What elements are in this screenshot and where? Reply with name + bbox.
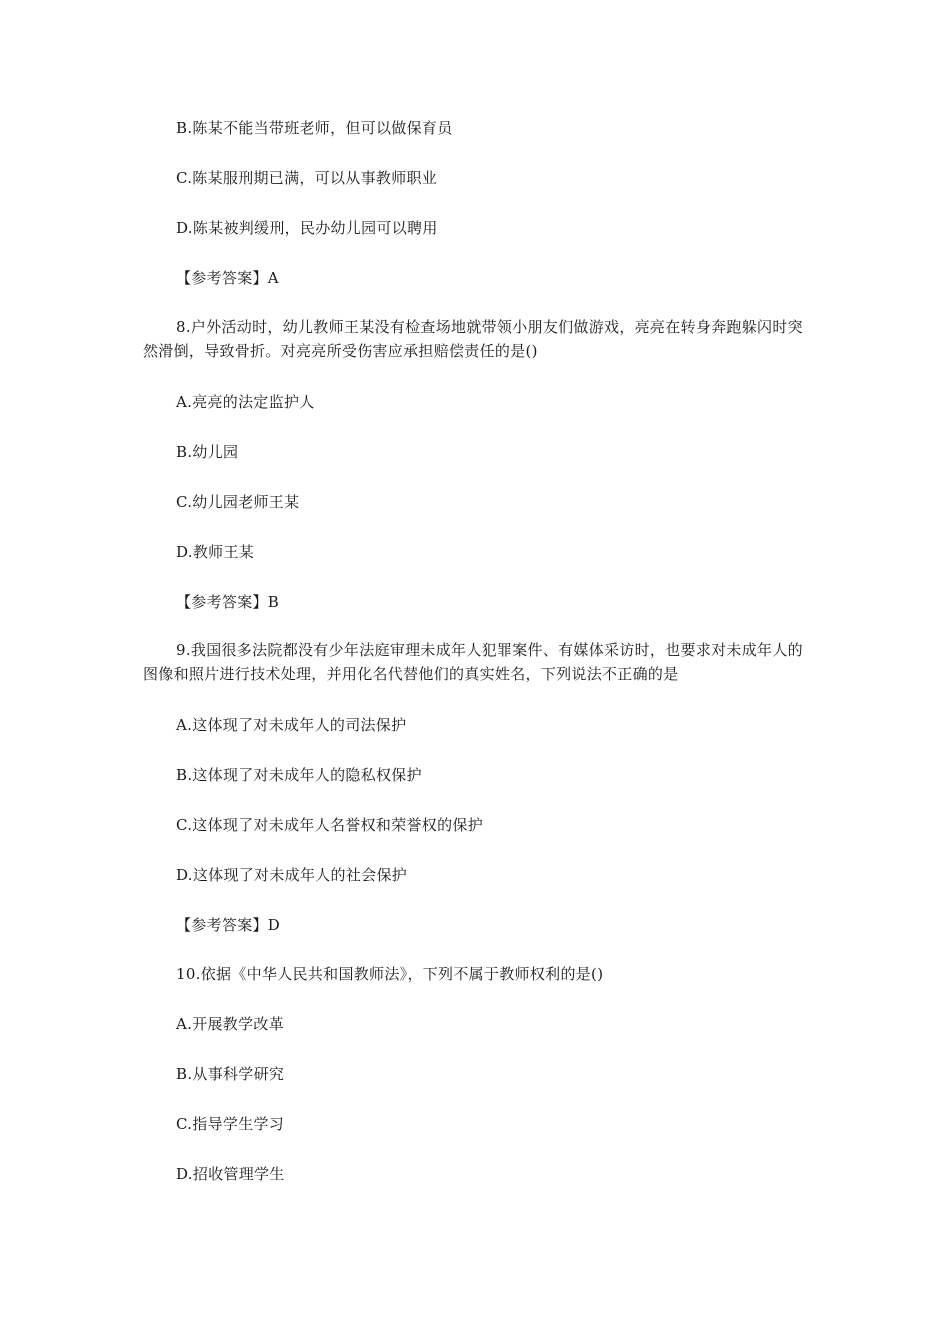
q7-option-c: C.陈某服刑期已满，可以从事教师职业 [176,169,438,187]
q8-answer: 【参考答案】B [176,593,280,611]
q8-option-b: B.幼儿园 [176,443,239,461]
q10-option-d: D.招收管理学生 [176,1165,285,1183]
q7-option-d: D.陈某被判缓刑，民办幼儿园可以聘用 [176,219,438,237]
q10-option-a: A.开展教学改革 [176,1015,285,1033]
q9-option-b: B.这体现了对未成年人的隐私权保护 [176,766,422,784]
q9-option-c: C.这体现了对未成年人名誉权和荣誉权的保护 [176,816,484,834]
q8-option-d: D.教师王某 [176,543,255,561]
q8-question: 8.户外活动时，幼儿教师王某没有检查场地就带领小朋友们做游戏，亮亮在转身奔跑躲闪时突然滑倒，导致骨折。对亮亮所受伤害应承担赔偿责任的是() [143,318,803,360]
q10-option-c: C.指导学生学习 [176,1115,285,1133]
q8-option-c: C.幼儿园老师王某 [176,493,300,511]
q10-option-b: B.从事科学研究 [176,1065,285,1083]
q7-option-b: B.陈某不能当带班老师，但可以做保育员 [176,119,453,137]
q8-option-a: A.亮亮的法定监护人 [176,393,315,411]
q7-answer: 【参考答案】A [176,269,279,287]
q9-question: 9.我国很多法院都没有少年法庭审理未成年人犯罪案件、有媒体采访时，也要求对未成年人的图像和照片进行技术处理，并用化名代替他们的真实姓名，下列说法不正确的是 [143,641,803,683]
q9-answer: 【参考答案】D [176,916,281,934]
q9-option-d: D.这体现了对未成年人的社会保护 [176,866,408,884]
q10-question: 10.依据《中华人民共和国教师法》，下列不属于教师权利的是() [176,965,604,983]
q9-option-a: A.这体现了对未成年人的司法保护 [176,716,407,734]
